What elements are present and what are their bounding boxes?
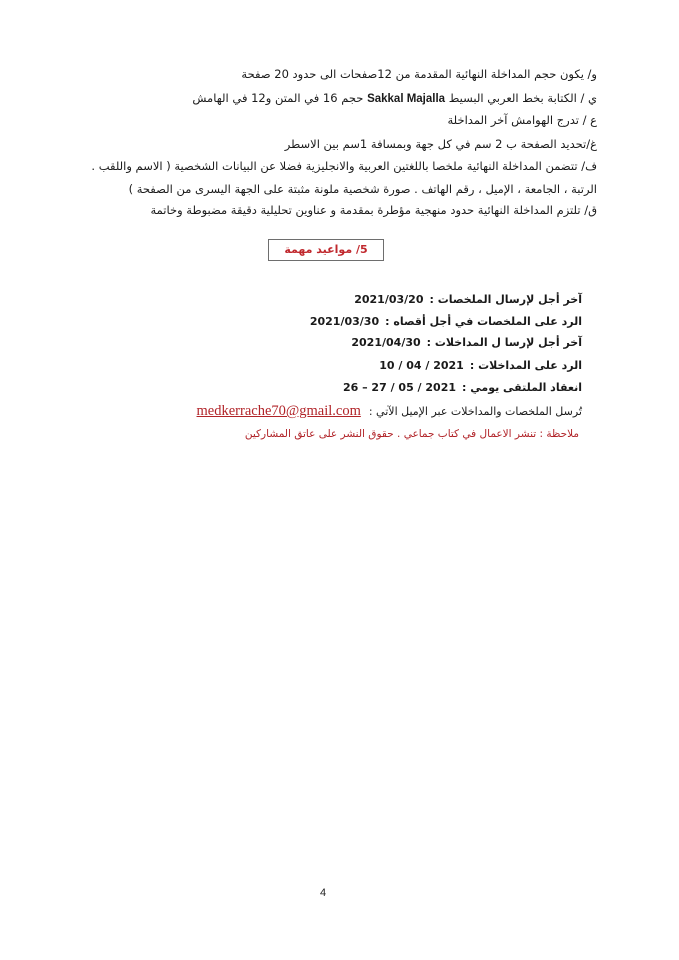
requirement-margins: غ/تحديد الصفحة ب 2 سم في كل جهة وبمسافة 1سم بين الاسطر bbox=[284, 137, 597, 151]
deadline-value: 26 – 27 / 05 / 2021 bbox=[342, 381, 457, 394]
submission-email-line bbox=[197, 401, 582, 422]
requirement-font-suffix: حجم 16 في المتن و12 في الهامش bbox=[192, 91, 364, 105]
email-label: تُرسل الملخصات والمداخلات عبر الإميل الآتي : bbox=[368, 405, 582, 418]
conference-dates bbox=[343, 380, 582, 396]
deadline-value: 2021/03/30 bbox=[309, 315, 380, 328]
font-name: Sakkal Majalla bbox=[367, 93, 446, 105]
email-link[interactable]: medkerrache70@gmail.com bbox=[196, 403, 361, 419]
deadline-label: آخر أجل لإرسا ل المداخلات : bbox=[426, 336, 582, 349]
requirement-personal-data: الرتبة ، الجامعة ، الإميل ، رقم الهاتف . صورة شخصية ملونة مثبتة على الجهة اليسرى من الصفحة ) bbox=[128, 182, 597, 196]
page-number: 4 bbox=[319, 887, 327, 899]
deadline-label: الرد على المداخلات : bbox=[469, 359, 582, 372]
requirement-font bbox=[192, 90, 597, 107]
requirement-font-prefix: ي / الكتابة بخط العربي البسيط bbox=[448, 91, 597, 105]
requirement-methodology: ق/ تلتزم المداخلة النهائية حدود منهجية مؤطرة بمقدمة و عناوين تحليلية دقيقة مضبوطة وخاتمة bbox=[150, 203, 597, 217]
requirement-footnotes: ع / تدرج الهوامش آخر المداخلة bbox=[447, 113, 597, 127]
publication-note: ملاحظة : تنشر الاعمال في كتاب جماعي . حقوق النشر على عاتق المشاركين bbox=[244, 428, 579, 440]
deadline-label: الرد على الملخصات في أجل أقصاه : bbox=[385, 315, 582, 328]
section-title-important-dates: 5/ مواعيد مهمة bbox=[268, 239, 384, 261]
deadline-label: انعقاد الملتقى يومي : bbox=[462, 381, 582, 394]
deadline-label: آخر أجل لإرسال الملخصات : bbox=[429, 293, 582, 306]
deadline-papers-reply bbox=[379, 358, 582, 374]
deadline-value: 2021/03/20 bbox=[354, 293, 424, 306]
deadline-abstracts bbox=[354, 292, 582, 308]
requirement-page-count: و/ يكون حجم المداخلة النهائية المقدمة من 12صفحات الى حدود 20 صفحة bbox=[241, 67, 597, 81]
deadline-abstracts-reply bbox=[310, 314, 582, 330]
requirement-abstract: ف/ تتضمن المداخلة النهائية ملخصا باللغتين العربية والانجليزية فضلا عن البيانات الشخصية ( الاسم واللقب . bbox=[91, 159, 597, 173]
deadline-papers bbox=[351, 335, 582, 351]
deadline-value: 2021/04/30 bbox=[351, 336, 421, 349]
deadline-value: 10 / 04 / 2021 bbox=[379, 359, 464, 372]
